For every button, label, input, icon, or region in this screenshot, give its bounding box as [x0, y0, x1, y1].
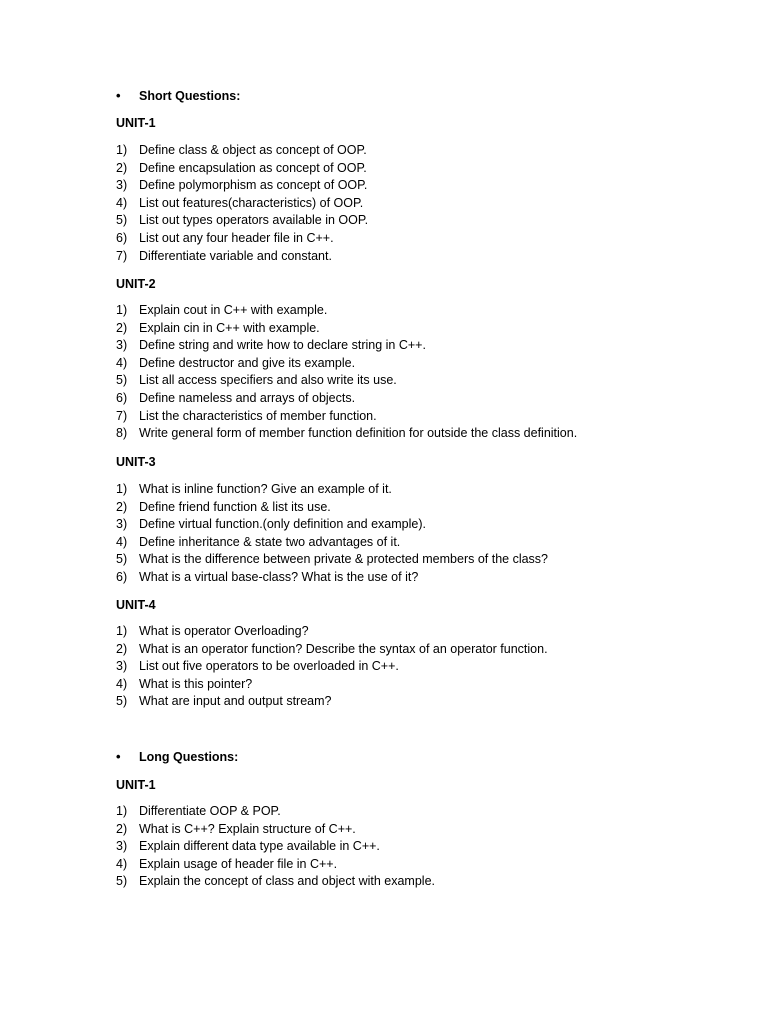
- item-number: 1): [116, 303, 128, 317]
- item-text: Write general form of member function definition for outside the class definition.: [139, 426, 578, 441]
- item-text: What is a virtual base-class? What is the use of it?: [139, 569, 419, 584]
- item-number: 5): [116, 373, 128, 388]
- item-number: 8): [116, 426, 128, 441]
- item-number: 4): [116, 195, 128, 210]
- item-number: 7): [116, 408, 128, 423]
- item-number: 5): [116, 552, 128, 567]
- section-title: Long Questions:: [139, 750, 239, 764]
- item-number: 7): [116, 248, 128, 263]
- item-number: 2): [116, 160, 128, 175]
- item-number: 6): [116, 230, 128, 245]
- unit-heading: UNIT-2: [116, 277, 156, 291]
- item-number: 4): [116, 856, 128, 871]
- item-text: Define string and write how to declare string in C++.: [139, 338, 426, 353]
- item-number: 2): [116, 499, 128, 514]
- bullet-icon: •: [116, 749, 121, 764]
- item-text: Define polymorphism as concept of OOP.: [139, 178, 368, 193]
- item-text: Differentiate variable and constant.: [139, 248, 332, 263]
- item-text: List out types operators available in OOP.: [139, 213, 369, 228]
- unit-heading: UNIT-1: [116, 116, 156, 130]
- item-text: What is this pointer?: [139, 676, 253, 691]
- item-number: 6): [116, 569, 128, 584]
- item-number: 1): [116, 624, 128, 638]
- item-text: Explain usage of header file in C++.: [139, 856, 338, 871]
- item-text: What is an operator function? Describe the syntax of an operator function.: [139, 641, 548, 656]
- item-number: 6): [116, 390, 128, 405]
- item-text: Define friend function & list its use.: [139, 499, 331, 514]
- item-number: 1): [116, 143, 128, 157]
- item-number: 1): [116, 804, 128, 818]
- item-text: What is inline function? Give an example of it.: [139, 482, 392, 496]
- item-number: 5): [116, 213, 128, 228]
- item-text: Explain cin in C++ with example.: [139, 320, 320, 335]
- bullet-icon: •: [116, 88, 121, 103]
- item-number: 3): [116, 178, 128, 193]
- item-number: 2): [116, 320, 128, 335]
- unit-heading: UNIT-4: [116, 598, 156, 612]
- item-number: 4): [116, 676, 128, 691]
- item-text: List out any four header file in C++.: [139, 230, 334, 245]
- item-number: 1): [116, 482, 128, 496]
- item-text: List out five operators to be overloaded in C++.: [139, 659, 399, 674]
- item-number: 2): [116, 821, 128, 836]
- item-number: 3): [116, 659, 128, 674]
- item-text: Define encapsulation as concept of OOP.: [139, 160, 367, 175]
- item-number: 3): [116, 517, 128, 532]
- item-number: 3): [116, 839, 128, 854]
- item-text: What is the difference between private & protected members of the class?: [139, 552, 549, 567]
- item-text: List out features(characteristics) of OOP.: [139, 195, 364, 210]
- item-text: Explain the concept of class and object with example.: [139, 874, 436, 889]
- item-text: What is operator Overloading?: [139, 624, 309, 638]
- item-text: Explain different data type available in C++.: [139, 839, 380, 854]
- item-text: Define destructor and give its example.: [139, 355, 356, 370]
- item-number: 3): [116, 338, 128, 353]
- section-title: Short Questions:: [139, 89, 241, 103]
- item-number: 5): [116, 874, 128, 889]
- unit-heading: UNIT-3: [116, 455, 156, 469]
- item-text: Define virtual function.(only definition and example).: [139, 517, 426, 532]
- item-number: 4): [116, 534, 128, 549]
- item-text: Define class & object as concept of OOP.: [139, 143, 367, 157]
- item-text: Define nameless and arrays of objects.: [139, 390, 356, 405]
- item-text: What are input and output stream?: [139, 694, 332, 709]
- item-text: List all access specifiers and also write its use.: [139, 373, 397, 388]
- item-text: Explain cout in C++ with example.: [139, 303, 328, 317]
- item-number: 2): [116, 641, 128, 656]
- unit-heading: UNIT-1: [116, 778, 156, 792]
- item-text: List the characteristics of member function.: [139, 408, 377, 423]
- item-text: Define inheritance & state two advantages of it.: [139, 534, 401, 549]
- item-number: 5): [116, 694, 128, 709]
- item-text: Differentiate OOP & POP.: [139, 804, 281, 818]
- item-number: 4): [116, 355, 128, 370]
- item-text: What is C++? Explain structure of C++.: [139, 821, 356, 836]
